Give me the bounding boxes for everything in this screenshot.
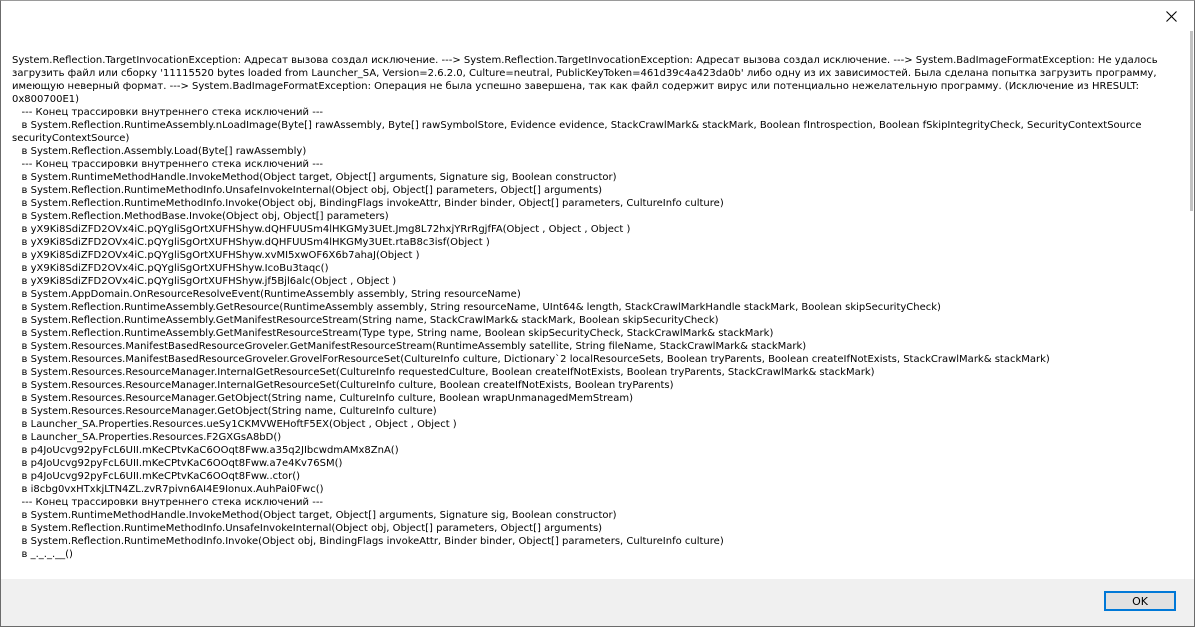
vertical-scrollbar[interactable]	[1190, 31, 1193, 581]
close-button[interactable]	[1148, 1, 1194, 31]
ok-button[interactable]: OK	[1104, 591, 1176, 611]
exception-message: System.Reflection.TargetInvocationException: Адресат вызова создал исключение. ---> System.Reflection.TargetInvocationException: Адресат вызова создал исключение. ---> System.BadImageFormatException: Не удалось загрузить файл или сборку '11115520 bytes loaded from Launcher_SA, Version=2.6.2.0, Culture=neutral, PublicKeyToken=461d39c4a423da0b' либо одну из их зависимостей. Была сделана попытка загрузить программу, имеющую неверный формат. ---> System.BadImageFormatException: Операция не была успешно завершена, так как файл содержит вирус или потенциально нежелательную программу. (Исключение из HRESULT: 0x800700E1) --- Конец трассировки внутреннего стека исключений --- в System.Reflection.RuntimeAssembly.nLoadImage(Byte[] rawAssembly, Byte[] rawSymbolStore, Evidence evidence, StackCrawlMark& stackMark, Boolean fIntrospection, Boolean fSkipIntegrityCheck, SecurityContextSource securityContextSource) в System.Reflection.Assembly.Load(Byte[] rawAssembly) --- Конец трассировки внутреннего стека исключений --- в System.RuntimeMethodHandle.InvokeMethod(Object target, Object[] arguments, Signature sig, Boolean constructor) в System.Reflection.RuntimeMethodInfo.UnsafeInvokeInternal(Object obj, Object[] parameters, Object[] arguments) в System.Reflection.RuntimeMethodInfo.Invoke(Object obj, BindingFlags invokeAttr, Binder binder, Object[] parameters, CultureInfo culture) в System.Reflection.MethodBase.Invoke(Object obj, Object[] parameters) в yX9Ki8SdiZFD2OVx4iC.pQYgliSgOrtXUFHShyw.dQHFUUSm4lHKGMy3UEt.Jmg8L72hxjYRrRgjfFA(Object , Object , Object ) в yX9Ki8SdiZFD2OVx4iC.pQYgliSgOrtXUFHShyw.dQHFUUSm4lHKGMy3UEt.rtaB8c3isf(Object ) в yX9Ki8SdiZFD2OVx4iC.pQYgliSgOrtXUFHShyw.xvMI5xwOF6X6b7ahaJ(Object ) в yX9Ki8SdiZFD2OVx4iC.pQYgliSgOrtXUFHShyw.IcoBu3taqc() в yX9Ki8SdiZFD2OVx4iC.pQYgliSgOrtXUFHShyw.jf5Bjl6alc(Object , Object ) в System.AppDomain.OnResourceResolveEvent(RuntimeAssembly assembly, String resourceName) в System.Reflection.RuntimeAssembly.GetResource(RuntimeAssembly assembly, String resourceName, UInt64& length, StackCrawlMarkHandle stackMark, Boolean skipSecurityCheck) в System.Reflection.RuntimeAssembly.GetManifestResourceStream(String name, StackCrawlMark& stackMark, Boolean skipSecurityCheck) в System.Reflection.RuntimeAssembly.GetManifestResourceStream(Type type, String name, Boolean skipSecurityCheck, StackCrawlMark& stackMark) в System.Resources.ManifestBasedResourceGroveler.GetManifestResourceStream(RuntimeAssembly satellite, String fileName, StackCrawlMark& stackMark) в System.Resources.ManifestBasedResourceGroveler.GrovelForResourceSet(CultureInfo culture, Dictionary`2 localResourceSets, Boolean tryParents, Boolean createIfNotExists, StackCrawlMark& stackMark) в System.Resources.ResourceManager.InternalGetResourceSet(CultureInfo requestedCulture, Boolean createIfNotExists, Boolean tryParents, StackCrawlMark& stackMark) в System.Resources.ResourceManager.InternalGetResourceSet(CultureInfo culture, Boolean createIfNotExists, Boolean tryParents) в System.Resources.ResourceManager.GetObject(String name, CultureInfo culture, Boolean wrapUnmanagedMemStream) в System.Resources.ResourceManager.GetObject(String name, CultureInfo culture) в Launcher_SA.Properties.Resources.ueSy1CKMVWEHoftF5EX(Object , Object , Object ) в Launcher_SA.Properties.Resources.F2GXGsA8bD() в p4JoUcvg92pyFcL6UII.mKeCPtvKaC6OOqt8Fww.a35q2JIbcwdmAMx8ZnA() в p4JoUcvg92pyFcL6UII.mKeCPtvKaC6OOqt8Fww.a7e4Kv76SM() в p4JoUcvg92pyFcL6UII.mKeCPtvKaC6OOqt8Fww..ctor() в i8cbg0vxHTxkjLTN4ZL.zvR7pivn6AI4E9Ionux.AuhPai0Fwc() --- Конец трассировки внутреннего стека исключений --- в System.RuntimeMethodHandle.InvokeMethod(Object target, Object[] arguments, Signature sig, Boolean constructor) в System.Reflection.RuntimeMethodInfo.UnsafeInvokeInternal(Object obj, Object[] parameters, Object[] arguments) в System.Reflection.RuntimeMethodInfo.Invoke(Object obj, BindingFlags invokeAttr, Binder binder, Object[] parameters, CultureInfo culture) в _._._.__()	[12, 55, 1158, 560]
dialog-footer	[1, 579, 1194, 626]
title-bar[interactable]	[1, 1, 1194, 31]
close-icon	[1166, 11, 1177, 22]
scrollbar-thumb[interactable]	[1190, 31, 1193, 211]
message-area[interactable]	[12, 54, 1172, 576]
